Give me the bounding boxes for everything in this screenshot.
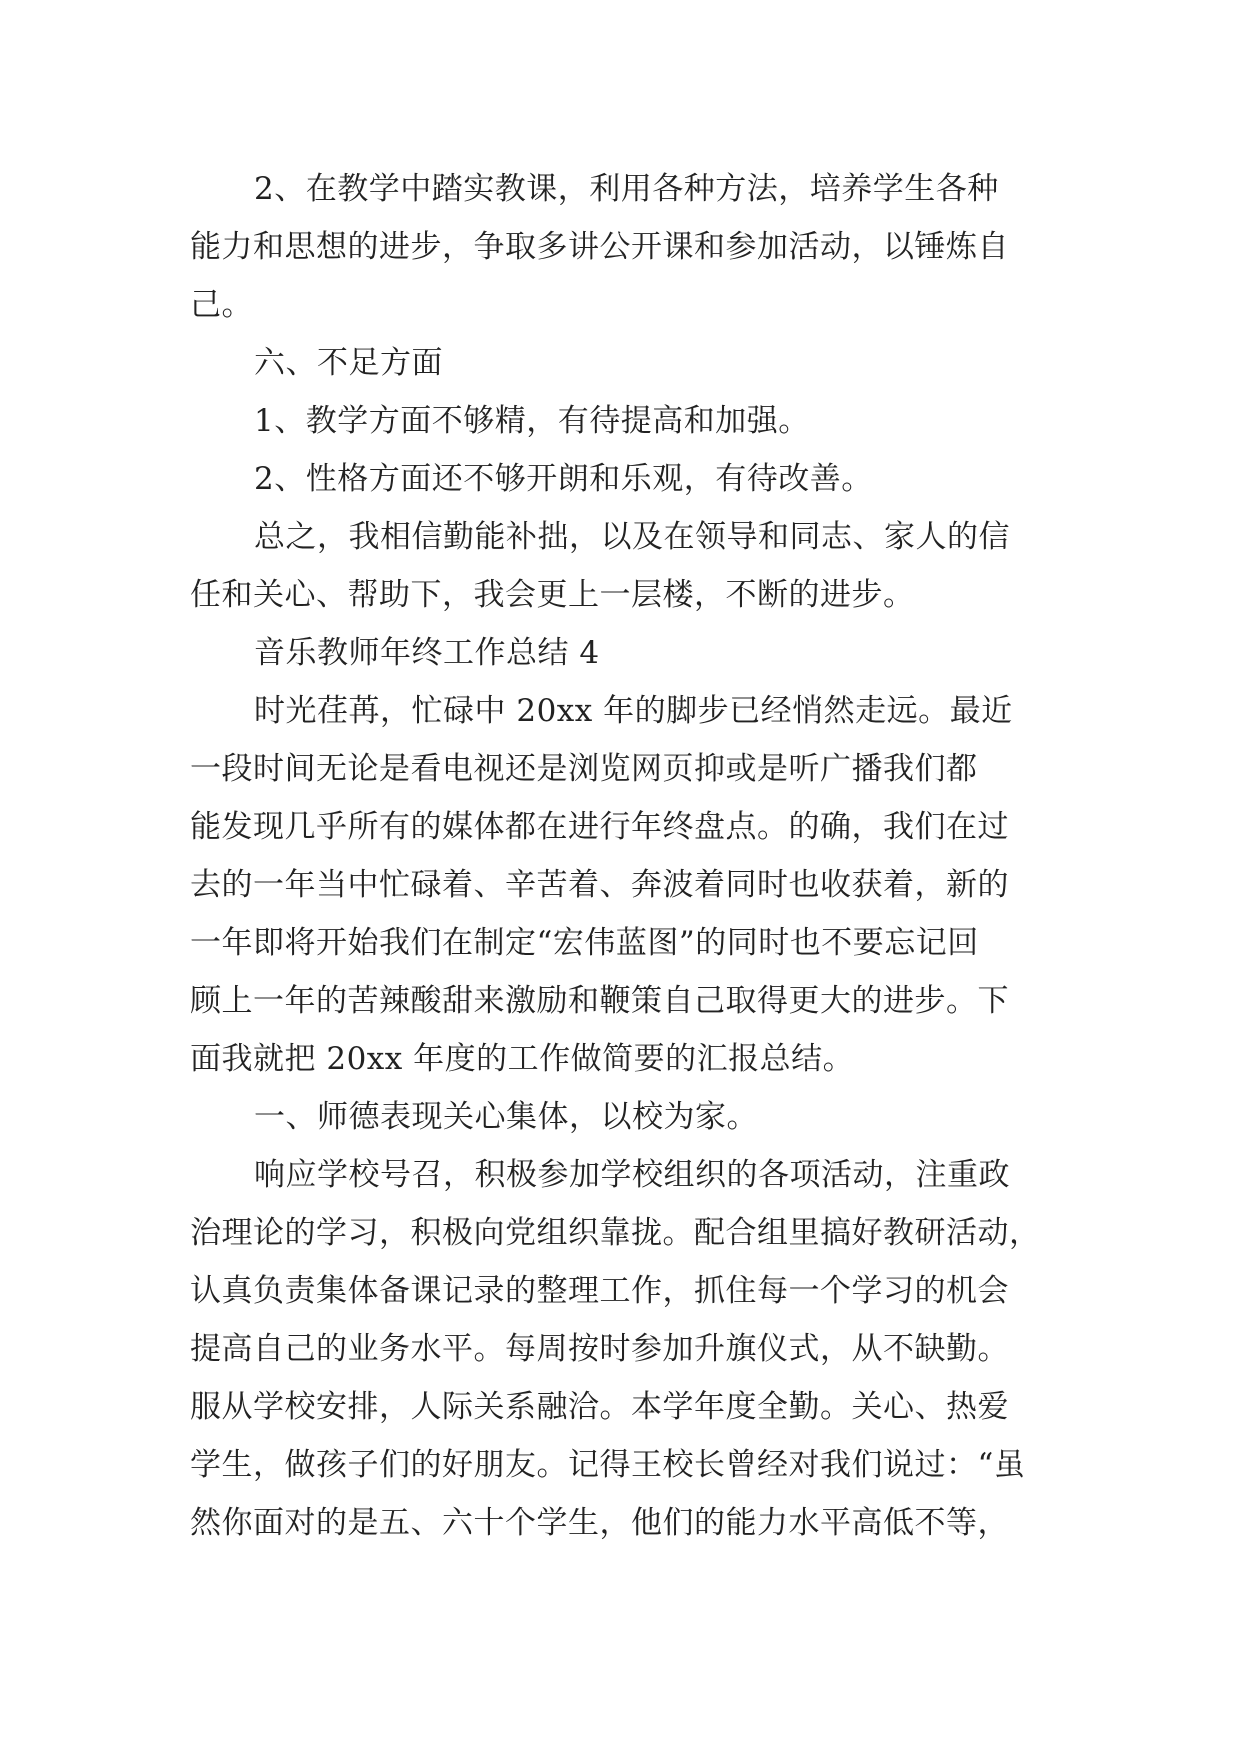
text-line: 服从学校安排，人际关系融洽。本学年度全勤。关心、热爱 (190, 1389, 1009, 1425)
list-item: 1、教学方面不够精，有待提高和加强。 (254, 403, 810, 439)
text-line: 能发现几乎所有的媒体都在进行年终盘点。的确，我们在过 (190, 809, 1009, 845)
text-line: 任和关心、帮助下，我会更上一层楼，不断的进步。 (190, 577, 915, 613)
text-line: 时光荏苒，忙碌中 20xx 年的脚步已经悄然走远。最近 (254, 693, 1013, 729)
article-title: 音乐教师年终工作总结 4 (254, 635, 600, 671)
text-line: 一段时间无论是看电视还是浏览网页抑或是听广播我们都 (190, 751, 978, 787)
section-heading: 一、师德表现关心集体，以校为家。 (254, 1099, 758, 1135)
text-line: 一年即将开始我们在制定“宏伟蓝图”的同时也不要忘记回 (190, 925, 979, 961)
document-body (190, 160, 1060, 1552)
text-line: 2、在教学中踏实教课，利用各种方法，培养学生各种 (254, 171, 999, 207)
text-line: 响应学校号召，积极参加学校组织的各项活动，注重政 (254, 1157, 1010, 1193)
text-line: 能力和思想的进步，争取多讲公开课和参加活动，以锤炼自 (190, 229, 1009, 265)
list-item: 2、性格方面还不够开朗和乐观，有待改善。 (254, 461, 873, 497)
text-line: 学生，做孩子们的好朋友。记得王校长曾经对我们说过：“虽 (190, 1447, 1026, 1483)
text-line: 然你面对的是五、六十个学生，他们的能力水平高低不等， (190, 1505, 1009, 1541)
text-line: 去的一年当中忙碌着、辛苦着、奔波着同时也收获着，新的 (190, 867, 1009, 903)
text-line: 面我就把 20xx 年度的工作做简要的汇报总结。 (190, 1041, 855, 1077)
text-line: 顾上一年的苦辣酸甜来激励和鞭策自己取得更大的进步。下 (190, 983, 1009, 1019)
text-line: 提高自己的业务水平。每周按时参加升旗仪式，从不缺勤。 (190, 1331, 1009, 1367)
text-line: 认真负责集体备课记录的整理工作，抓住每一个学习的机会 (190, 1273, 1009, 1309)
section-heading: 六、不足方面 (254, 345, 443, 381)
text-line: 总之，我相信勤能补拙，以及在领导和同志、家人的信 (254, 519, 1010, 555)
text-line: 己。 (190, 287, 253, 323)
text-line: 治理论的学习，积极向党组织靠拢。配合组里搞好教研活动， (190, 1215, 1041, 1251)
